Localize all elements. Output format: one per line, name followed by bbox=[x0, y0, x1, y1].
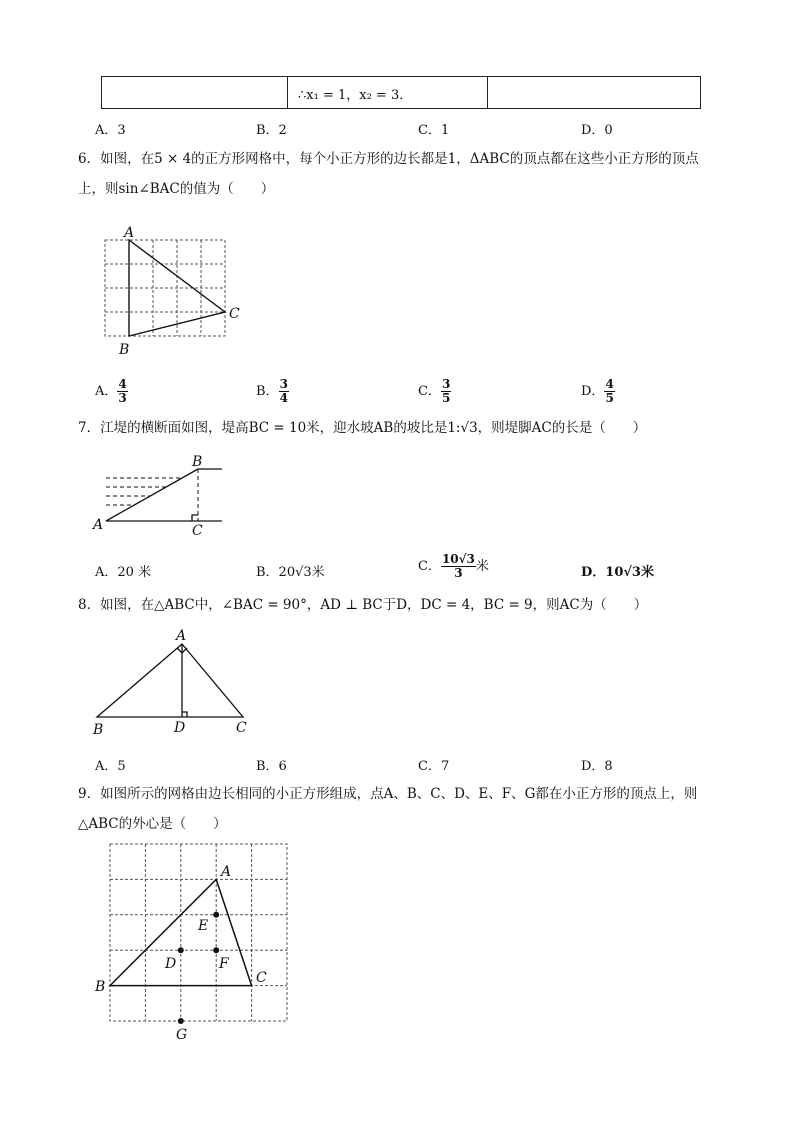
q6-option-d-num: 4 bbox=[605, 377, 614, 391]
q5-option-b[interactable]: B．2 bbox=[256, 123, 287, 138]
q7-label-b: B bbox=[192, 454, 203, 470]
q6-option-a-den: 3 bbox=[118, 391, 127, 405]
q7-slope-ab bbox=[106, 469, 198, 521]
q7-option-c-den: 3 bbox=[454, 566, 463, 580]
q6-option-c-prefix: C． bbox=[418, 384, 441, 399]
q9-label-b: B bbox=[95, 979, 106, 995]
q6-option-b-prefix: B． bbox=[256, 384, 279, 399]
q6-option-d-prefix: D． bbox=[581, 384, 605, 399]
q6-option-d[interactable] bbox=[581, 378, 615, 405]
q6-stem-line2: 上，则sin∠BAC的值为（ ） bbox=[78, 181, 275, 197]
q9-stem-line1: 9．如图所示的网格由边长相同的小正方形组成，点A、B、C、D、E、F、G都在小正方形的顶点上，则 bbox=[78, 786, 698, 802]
q9-label-c: C bbox=[256, 970, 267, 986]
q7-label-a: A bbox=[93, 517, 104, 533]
q9-label-a: A bbox=[221, 864, 232, 880]
q8-label-a: A bbox=[176, 628, 187, 644]
q8-label-b: B bbox=[93, 722, 104, 738]
q6-option-c-num: 3 bbox=[441, 377, 451, 391]
q9-label-e: E bbox=[198, 918, 209, 934]
q9-point-e bbox=[213, 912, 219, 918]
q7-right-angle bbox=[192, 515, 198, 521]
q7-option-c-prefix: C． bbox=[418, 559, 441, 574]
q7-option-d[interactable]: D．10√3米 bbox=[581, 565, 654, 580]
q7-stem-line1: 7．江堤的横断面如图，堤高BC = 10米，迎水坡AB的坡比是1:√3，则堤脚AC的长是（ ） bbox=[78, 420, 647, 436]
q9-label-d: D bbox=[165, 956, 177, 972]
q6-option-a-num: 4 bbox=[118, 377, 127, 391]
q7-option-c[interactable] bbox=[418, 553, 489, 580]
q6-option-b-num: 3 bbox=[279, 377, 288, 391]
q8-right-angle-d bbox=[182, 712, 187, 717]
q8-triangle-figure bbox=[85, 624, 260, 739]
q6-stem-line1: 6．如图，在5 × 4的正方形网格中，每个小正方形的边长都是1，ΔABC的顶点都在这些小正方形的顶点 bbox=[78, 151, 699, 167]
q7-option-b[interactable]: B．20√3米 bbox=[256, 565, 325, 580]
q8-option-a[interactable]: A．5 bbox=[95, 759, 126, 774]
q9-stem-line2: △ABC的外心是（ ） bbox=[78, 816, 227, 832]
q8-option-b[interactable]: B．6 bbox=[256, 759, 287, 774]
q6-option-a[interactable] bbox=[95, 378, 128, 405]
table-divider bbox=[487, 77, 488, 108]
q9-point-d bbox=[178, 947, 184, 953]
q8-label-c: C bbox=[236, 720, 247, 736]
q7-label-c: C bbox=[192, 523, 203, 539]
q6-option-d-den: 5 bbox=[605, 391, 614, 405]
q8-option-c[interactable]: C．7 bbox=[418, 759, 450, 774]
q7-embankment-figure bbox=[88, 450, 233, 540]
q8-triangle-abc bbox=[97, 644, 243, 717]
q6-option-c-den: 5 bbox=[441, 391, 451, 405]
q8-option-d[interactable]: D．8 bbox=[581, 759, 613, 774]
q7-option-c-unit: 米 bbox=[475, 559, 489, 574]
q6-option-a-prefix: A． bbox=[95, 384, 118, 399]
q8-label-d: D bbox=[174, 720, 186, 736]
q9-point-g bbox=[178, 1018, 184, 1024]
q9-label-g: G bbox=[176, 1027, 188, 1043]
q9-grid-figure bbox=[90, 836, 300, 1048]
q7-option-c-num: 10√3 bbox=[441, 552, 475, 566]
q6-label-c: C bbox=[229, 306, 240, 322]
solution-table bbox=[101, 76, 701, 109]
q5-option-a[interactable]: A．3 bbox=[95, 123, 126, 138]
q6-grid-figure bbox=[95, 222, 255, 362]
q9-label-f: F bbox=[219, 956, 229, 972]
q8-stem-line1: 8．如图，在△ABC中，∠BAC = 90°，AD ⊥ BC于D，DC = 4，BC = 9，则AC为（ ） bbox=[78, 597, 648, 613]
table-cell-text: ∴x₁ = 1，x₂ = 3． bbox=[298, 88, 413, 103]
q9-point-f bbox=[213, 947, 219, 953]
q6-label-b: B bbox=[119, 342, 130, 358]
q6-option-b-den: 4 bbox=[279, 391, 288, 405]
q6-label-a: A bbox=[124, 225, 135, 241]
q6-option-b[interactable] bbox=[256, 378, 289, 405]
q6-option-c[interactable] bbox=[418, 378, 451, 405]
q5-option-c[interactable]: C．1 bbox=[418, 123, 450, 138]
q5-option-d[interactable]: D．0 bbox=[581, 123, 613, 138]
table-divider bbox=[287, 77, 288, 108]
q6-grid bbox=[105, 240, 225, 336]
q7-option-a[interactable]: A．20 米 bbox=[95, 565, 152, 580]
